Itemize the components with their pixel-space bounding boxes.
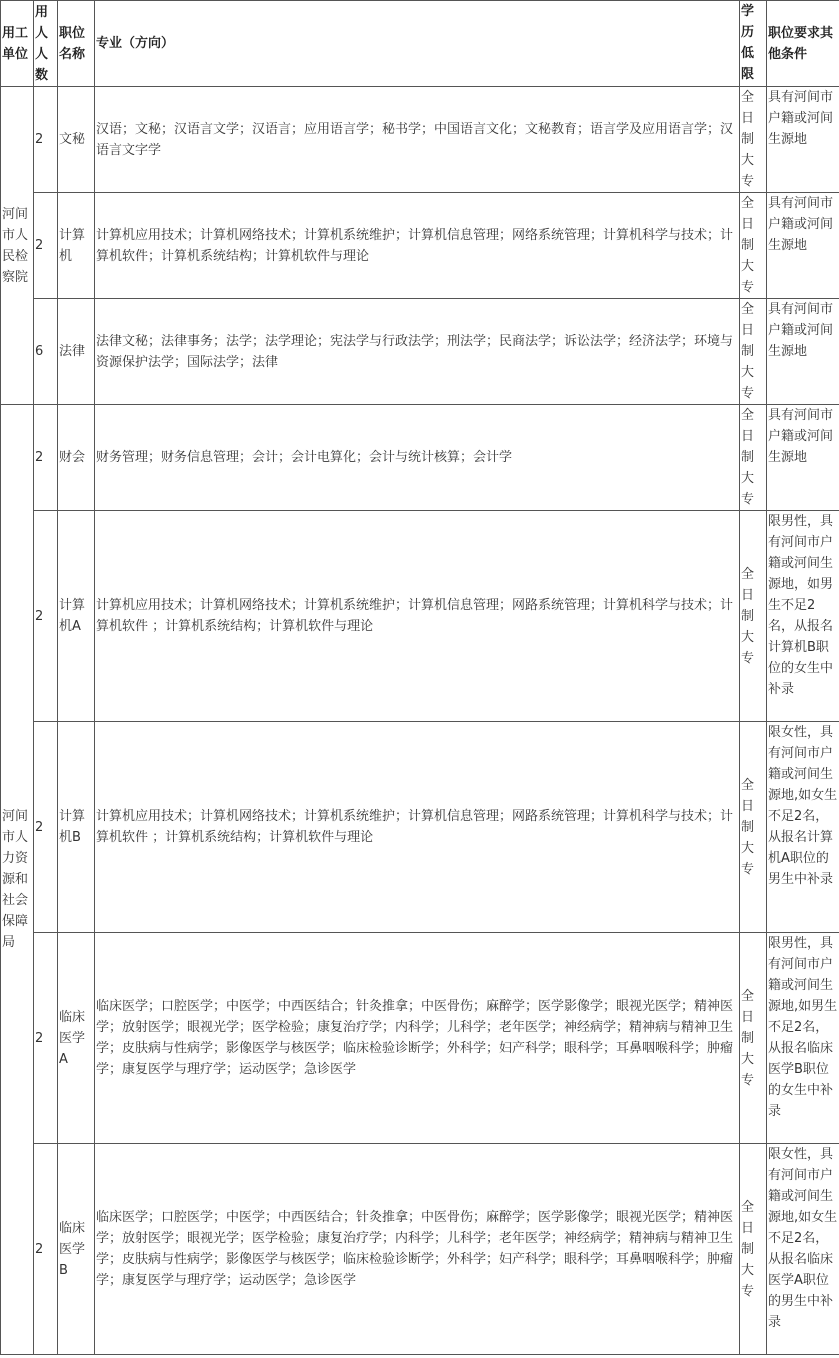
- major-cell: 财务管理；财务信息管理；会计；会计电算化；会计与统计核算；会计学: [95, 405, 740, 511]
- count-cell: 2: [34, 1144, 58, 1355]
- header-row: [1, 1, 839, 87]
- req-cell: 具有河间市户籍或河间生源地: [767, 87, 839, 193]
- job-cell: 文秘: [58, 87, 95, 193]
- major-cell: 临床医学；口腔医学；中医学；中西医结合；针灸推拿；中医骨伤；麻醉学；医学影像学；眼视光医学；精神医学；放射医学；眼视光学；医学检验；康复治疗学；内科学；儿科学；老年医学；神经病学；精神病与精神卫生学；皮肤病与性病学；影像医学与核医学；临床检验诊断学；外科学；妇产科学；眼科学；耳鼻咽喉科学；肿瘤学；康复医学与理疗学；运动医学；急诊医学: [95, 933, 740, 1144]
- table-row: [1, 405, 839, 511]
- req-cell: 限男性，具有河间市户籍或河间生源地，如男生不足2名，从报名计算机B职位的女生中补录: [767, 511, 839, 722]
- job-cell: 计算机B: [58, 722, 95, 933]
- job-cell: 临床医学A: [58, 933, 95, 1144]
- job-cell: 临床医学B: [58, 1144, 95, 1355]
- table-row: [1, 511, 839, 722]
- header-edu: 学历低限: [740, 1, 767, 87]
- major-cell: 临床医学；口腔医学；中医学；中西医结合；针灸推拿；中医骨伤；麻醉学；医学影像学；眼视光医学；精神医学；放射医学；眼视光学；医学检验；康复治疗学；内科学；儿科学；老年医学；神经病学；精神病与精神卫生学；皮肤病与性病学；影像医学与核医学；临床检验诊断学；外科学；妇产科学；眼科学；耳鼻咽喉科学；肿瘤学；康复医学与理疗学；运动医学；急诊医学: [95, 1144, 740, 1355]
- major-cell: 法律文秘；法律事务；法学；法学理论；宪法学与行政法学；刑法学；民商法学；诉讼法学；经济法学；环境与资源保护法学；国际法学；法律: [95, 299, 740, 405]
- count-cell: 2: [34, 87, 58, 193]
- header-job: 职位名称: [58, 1, 95, 87]
- major-cell: 计算机应用技术；计算机网络技术；计算机系统维护；计算机信息管理；网路系统管理；计算机科学与技术；计算机软件 ；计算机系统结构；计算机软件与理论: [95, 511, 740, 722]
- table-row: [1, 87, 839, 193]
- edu-cell: 全日制大专: [740, 1144, 767, 1355]
- header-req: 职位要求其他条件: [767, 1, 839, 87]
- count-cell: 2: [34, 405, 58, 511]
- edu-cell: 全日制大专: [740, 193, 767, 299]
- job-cell: 计算机: [58, 193, 95, 299]
- unit-name: 河间市人民检察院: [1, 87, 34, 405]
- major-cell: 计算机应用技术；计算机网络技术；计算机系统维护；计算机信息管理；网路系统管理；计算机科学与技术；计算机软件 ；计算机系统结构；计算机软件与理论: [95, 722, 740, 933]
- unit-name: 河间市人力资源和社会保障局: [1, 405, 34, 1355]
- table-row: [1, 193, 839, 299]
- req-cell: 具有河间市户籍或河间生源地: [767, 299, 839, 405]
- count-cell: 2: [34, 193, 58, 299]
- table-row: [1, 299, 839, 405]
- req-cell: 具有河间市户籍或河间生源地: [767, 193, 839, 299]
- edu-cell: 全日制大专: [740, 405, 767, 511]
- req-cell: 限女性，具有河间市户籍或河间生源地,如女生不足2名，从报名临床医学A职位的男生中补录: [767, 1144, 839, 1355]
- header-major: 专业（方向）: [95, 1, 740, 87]
- count-cell: 2: [34, 722, 58, 933]
- table-row: [1, 1144, 839, 1355]
- count-cell: 2: [34, 933, 58, 1144]
- edu-cell: 全日制大专: [740, 87, 767, 193]
- header-count: 用人人数: [34, 1, 58, 87]
- table-row: [1, 933, 839, 1144]
- job-cell: 法律: [58, 299, 95, 405]
- header-unit: 用工单位: [1, 1, 34, 87]
- edu-cell: 全日制大专: [740, 722, 767, 933]
- edu-cell: 全日制大专: [740, 511, 767, 722]
- count-cell: 2: [34, 511, 58, 722]
- edu-cell: 全日制大专: [740, 933, 767, 1144]
- job-cell: 计算机A: [58, 511, 95, 722]
- count-cell: 6: [34, 299, 58, 405]
- major-cell: 计算机应用技术；计算机网络技术；计算机系统维护；计算机信息管理；网络系统管理；计算机科学与技术；计算机软件；计算机系统结构；计算机软件与理论: [95, 193, 740, 299]
- edu-cell: 全日制大专: [740, 299, 767, 405]
- req-cell: 限女性，具有河间市户籍或河间生源地,如女生不足2名，从报名计算机A职位的男生中补录: [767, 722, 839, 933]
- table-row: [1, 722, 839, 933]
- job-cell: 财会: [58, 405, 95, 511]
- req-cell: 限男性，具有河间市户籍或河间生源地,如男生不足2名，从报名临床医学B职位的女生中补录: [767, 933, 839, 1144]
- req-cell: 具有河间市户籍或河间生源地: [767, 405, 839, 511]
- major-cell: 汉语；文秘；汉语言文学；汉语言；应用语言学；秘书学；中国语言文化；文秘教育；语言学及应用语言学；汉语言文字学: [95, 87, 740, 193]
